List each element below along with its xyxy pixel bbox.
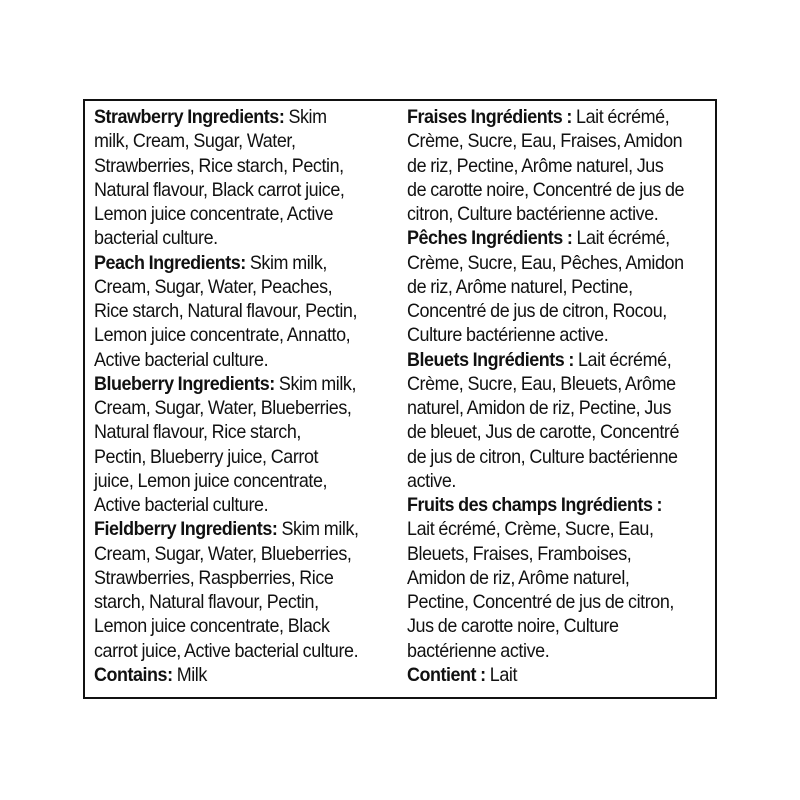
strawberry-line: Natural flavour, Black carrot juice, <box>94 178 345 201</box>
fieldberry-heading: Fieldberry Ingredients: <box>94 518 278 541</box>
peach-line: Rice starch, Natural flavour, Pectin, <box>94 300 358 322</box>
contient-heading: Contient : <box>407 663 486 686</box>
bleuets-line: de jus de citron, Culture bactérienne <box>407 445 678 468</box>
contient-statement <box>407 663 684 687</box>
bleuets-line: Lait écrémé, <box>573 348 672 371</box>
fruits-des-champs-heading: Fruits des champs Ingrédients : <box>407 494 663 516</box>
peach-line: Active bacterial culture. <box>94 348 269 371</box>
fraises-ingredients <box>407 105 684 226</box>
fruits-des-champs-line: Pectine, Concentré de jus de citron, <box>407 591 675 613</box>
fraises-line: de carotte noire, Concentré de jus de <box>407 178 685 201</box>
fruits-des-champs-line: bactérienne active. <box>407 639 550 662</box>
fruits-des-champs-line: Jus de carotte noire, Culture <box>407 615 619 638</box>
ingredients-label-panel <box>83 99 717 699</box>
peches-line: Crème, Sucre, Eau, Pêches, Amidon <box>407 251 684 274</box>
peach-ingredients <box>94 251 359 372</box>
fruits-des-champs-line: Bleuets, Fraises, Framboises, <box>407 542 632 565</box>
strawberry-line: milk, Cream, Sugar, Water, <box>94 130 296 153</box>
strawberry-line: Strawberries, Rice starch, Pectin, <box>94 154 344 177</box>
peches-line: Lait écrémé, <box>572 227 670 250</box>
peches-line: de riz, Arôme naturel, Pectine, <box>407 275 633 298</box>
peches-ingredients <box>407 226 684 347</box>
blueberry-line: Active bacterial culture. <box>94 494 269 516</box>
fraises-line: Crème, Sucre, Eau, Fraises, Amidon <box>407 130 683 153</box>
blueberry-line: Cream, Sugar, Water, Blueberries, <box>94 397 352 419</box>
fraises-line: Lait écrémé, <box>571 106 670 128</box>
fruits-des-champs-line: Amidon de riz, Arôme naturel, <box>407 566 630 589</box>
blueberry-heading: Blueberry Ingredients: <box>94 372 275 395</box>
fruits-des-champs-ingredients <box>407 493 684 663</box>
bleuets-line: de bleuet, Jus de carotte, Concentré <box>407 421 680 444</box>
peach-line: Cream, Sugar, Water, Peaches, <box>94 275 333 298</box>
peach-line: Lemon juice concentrate, Annatto, <box>94 324 351 347</box>
peches-heading: Pêches Ingrédients : <box>407 227 573 250</box>
contains-text: Milk <box>172 663 207 686</box>
bleuets-line: Crème, Sucre, Eau, Bleuets, Arôme <box>407 372 676 395</box>
fieldberry-line: Cream, Sugar, Water, Blueberries, <box>94 542 352 565</box>
fieldberry-line: Strawberries, Raspberries, Rice <box>94 566 334 589</box>
contains-heading: Contains: <box>94 663 173 686</box>
peach-heading: Peach Ingredients: <box>94 251 246 274</box>
contains-statement <box>94 663 359 687</box>
peches-line: Culture bactérienne active. <box>407 324 609 347</box>
strawberry-line: Skim <box>284 106 327 128</box>
fruits-des-champs-line: Lait écrémé, Crème, Sucre, Eau, <box>407 518 654 541</box>
blueberry-line: Natural flavour, Rice starch, <box>94 421 301 444</box>
fieldberry-line: Lemon juice concentrate, Black <box>94 615 330 638</box>
bleuets-ingredients <box>407 348 684 494</box>
strawberry-line: bacterial culture. <box>94 227 218 250</box>
bleuets-line: active. <box>407 469 456 492</box>
strawberry-ingredients <box>94 105 359 251</box>
fraises-heading: Fraises Ingrédients : <box>407 106 572 128</box>
peach-line: Skim milk, <box>245 251 328 274</box>
bleuets-line: naturel, Amidon de riz, Pectine, Jus <box>407 397 672 419</box>
fieldberry-line: Skim milk, <box>277 518 359 541</box>
fraises-line: de riz, Pectine, Arôme naturel, Jus <box>407 154 664 177</box>
fieldberry-line: carrot juice, Active bacterial culture. <box>94 639 359 662</box>
bleuets-heading: Bleuets Ingrédients : <box>407 348 574 371</box>
strawberry-heading: Strawberry Ingredients: <box>94 106 285 128</box>
fieldberry-line: starch, Natural flavour, Pectin, <box>94 591 319 613</box>
strawberry-line: Lemon juice concentrate, Active <box>94 203 334 225</box>
contient-text: Lait <box>485 663 518 686</box>
fieldberry-ingredients <box>94 517 359 663</box>
blueberry-ingredients <box>94 372 359 518</box>
peches-line: Concentré de jus de citron, Rocou, <box>407 300 667 322</box>
english-ingredients-column <box>94 105 359 687</box>
french-ingredients-column <box>407 105 684 687</box>
fraises-line: citron, Culture bactérienne active. <box>407 203 659 225</box>
blueberry-line: Skim milk, <box>274 372 357 395</box>
blueberry-line: Pectin, Blueberry juice, Carrot <box>94 445 319 468</box>
blueberry-line: juice, Lemon juice concentrate, <box>94 469 328 492</box>
